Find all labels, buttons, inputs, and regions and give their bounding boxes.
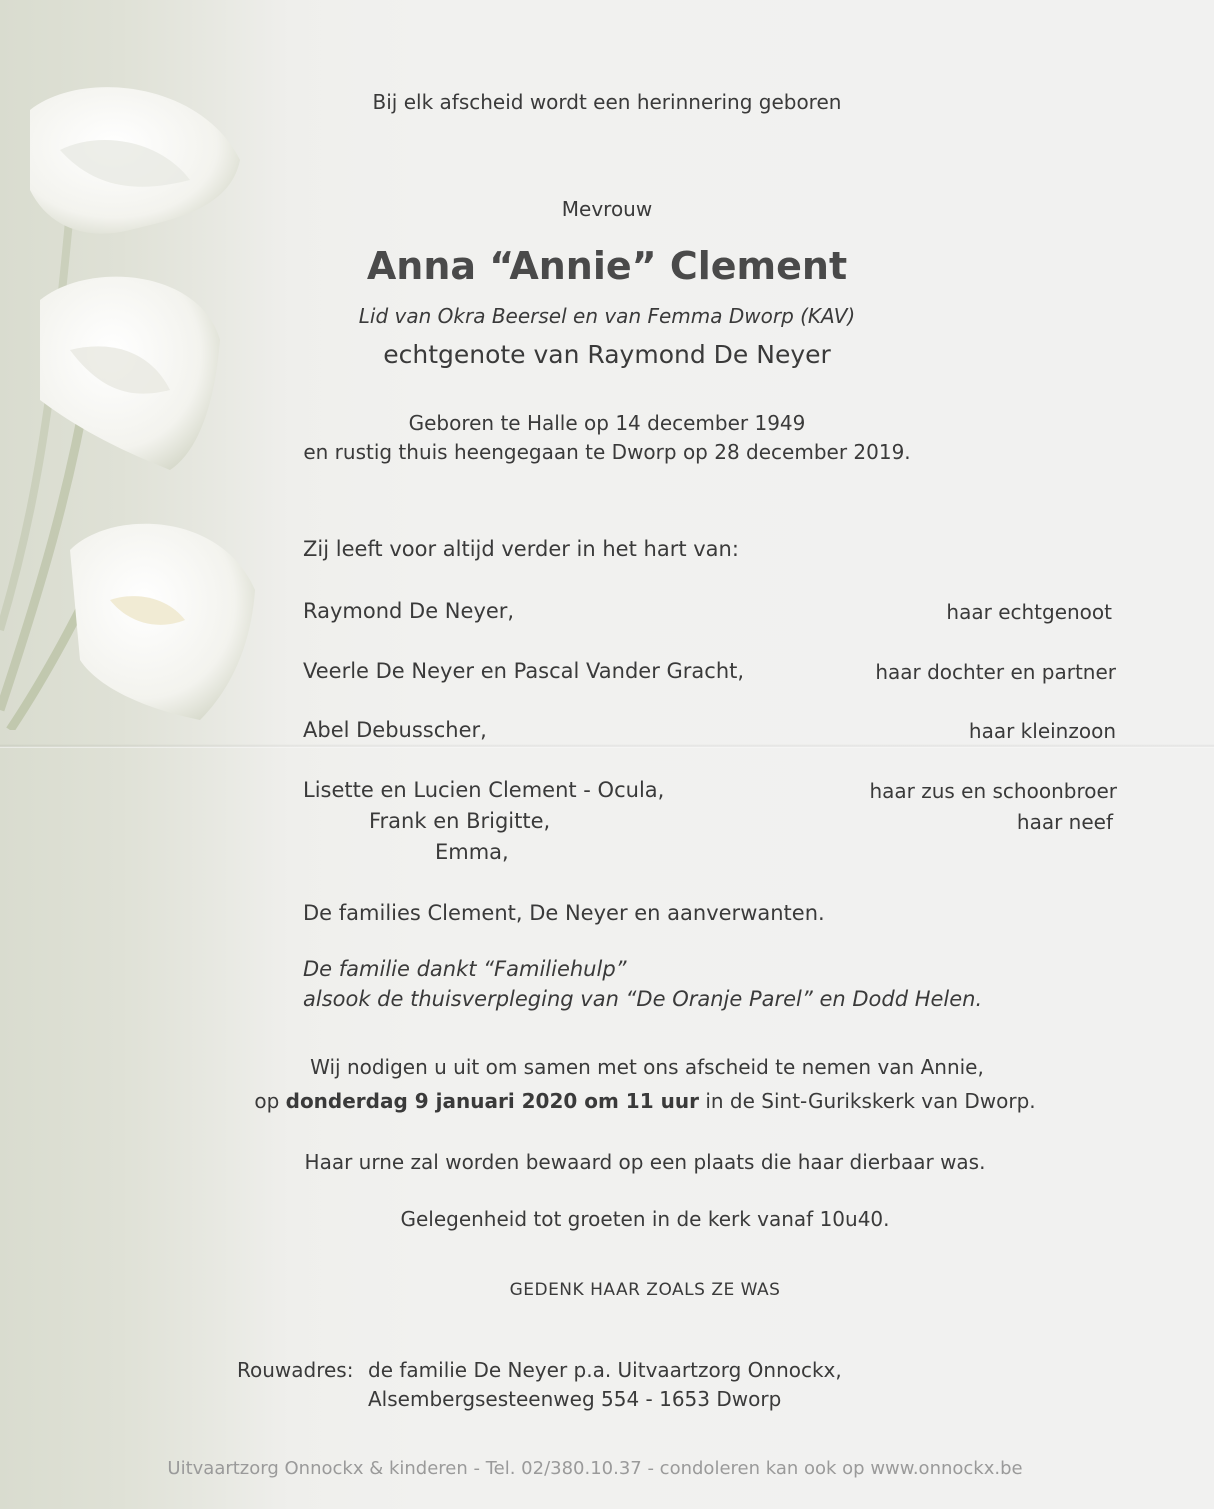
mourner-relation: haar neef (1016, 810, 1113, 834)
mourner-relation: haar echtgenoot (946, 600, 1112, 624)
calla-lily-illustration (0, 70, 280, 730)
remember-line: GEDENK HAAR ZOALS ZE WAS (509, 1280, 781, 1300)
mourner-name: Raymond De Neyer, (303, 599, 515, 623)
address-label: Rouwadres: (237, 1358, 354, 1382)
mourner-relation: haar dochter en partner (875, 660, 1116, 684)
invitation-line-2 (38, 1089, 1214, 1113)
footer-contact: Uitvaartzorg Onnockx & kinderen - Tel. 02/380.10.37 - condoleren kan ook op www.onnockx.be (167, 1458, 1023, 1479)
mourner-name: Emma, (435, 840, 509, 864)
thanks-line-2: alsook de thuisverpleging van “De Oranje Parel” en Dodd Helen. (303, 987, 983, 1011)
ceremony-location: in de Sint-Gurikskerk van Dworp. (705, 1089, 1036, 1113)
motto: Bij elk afscheid wordt een herinnering geboren (372, 90, 842, 114)
mourner-name: Veerle De Neyer en Pascal Vander Gracht, (303, 659, 745, 683)
greeting-line: Gelegenheid tot groeten in de kerk vanaf 10u40. (400, 1207, 890, 1231)
address-line-2: Alsembergsesteenweg 554 - 1653 Dworp (368, 1387, 782, 1411)
deceased-name: Anna “Annie” Clement (366, 244, 848, 288)
families-line: De families Clement, De Neyer en aanverwanten. (303, 901, 825, 925)
mourner-relation: haar kleinzoon (968, 719, 1116, 743)
mourner-name: Abel Debusscher, (303, 718, 487, 742)
mourner-name: Frank en Brigitte, (369, 809, 551, 833)
invitation-line-1: Wij nodigen u uit om samen met ons afscheid te nemen van Annie, (310, 1055, 984, 1079)
mourner-relation: haar zus en schoonbroer (869, 779, 1117, 803)
ceremony-datetime: donderdag 9 januari 2020 om 11 uur (285, 1089, 699, 1113)
mourners-intro: Zij leeft voor altijd verder in het hart van: (303, 537, 739, 561)
membership-line: Lid van Okra Beersel en van Femma Dworp (KAV) (358, 304, 856, 328)
death-line: en rustig thuis heengegaan te Dworp op 28 december 2019. (303, 440, 911, 464)
spouse-line: echtgenote van Raymond De Neyer (383, 340, 831, 369)
invitation-prefix: op (254, 1089, 280, 1113)
fold-line (0, 744, 1214, 748)
thanks-line-1: De familie dankt “Familiehulp” (303, 957, 627, 981)
birth-line: Geboren te Halle op 14 december 1949 (408, 411, 806, 435)
title-prefix: Mevrouw (561, 197, 653, 221)
mourner-name: Lisette en Lucien Clement - Ocula, (303, 778, 665, 802)
urn-line: Haar urne zal worden bewaard op een plaats die haar dierbaar was. (304, 1150, 986, 1174)
address-line-1: de familie De Neyer p.a. Uitvaartzorg Onnockx, (368, 1358, 842, 1382)
